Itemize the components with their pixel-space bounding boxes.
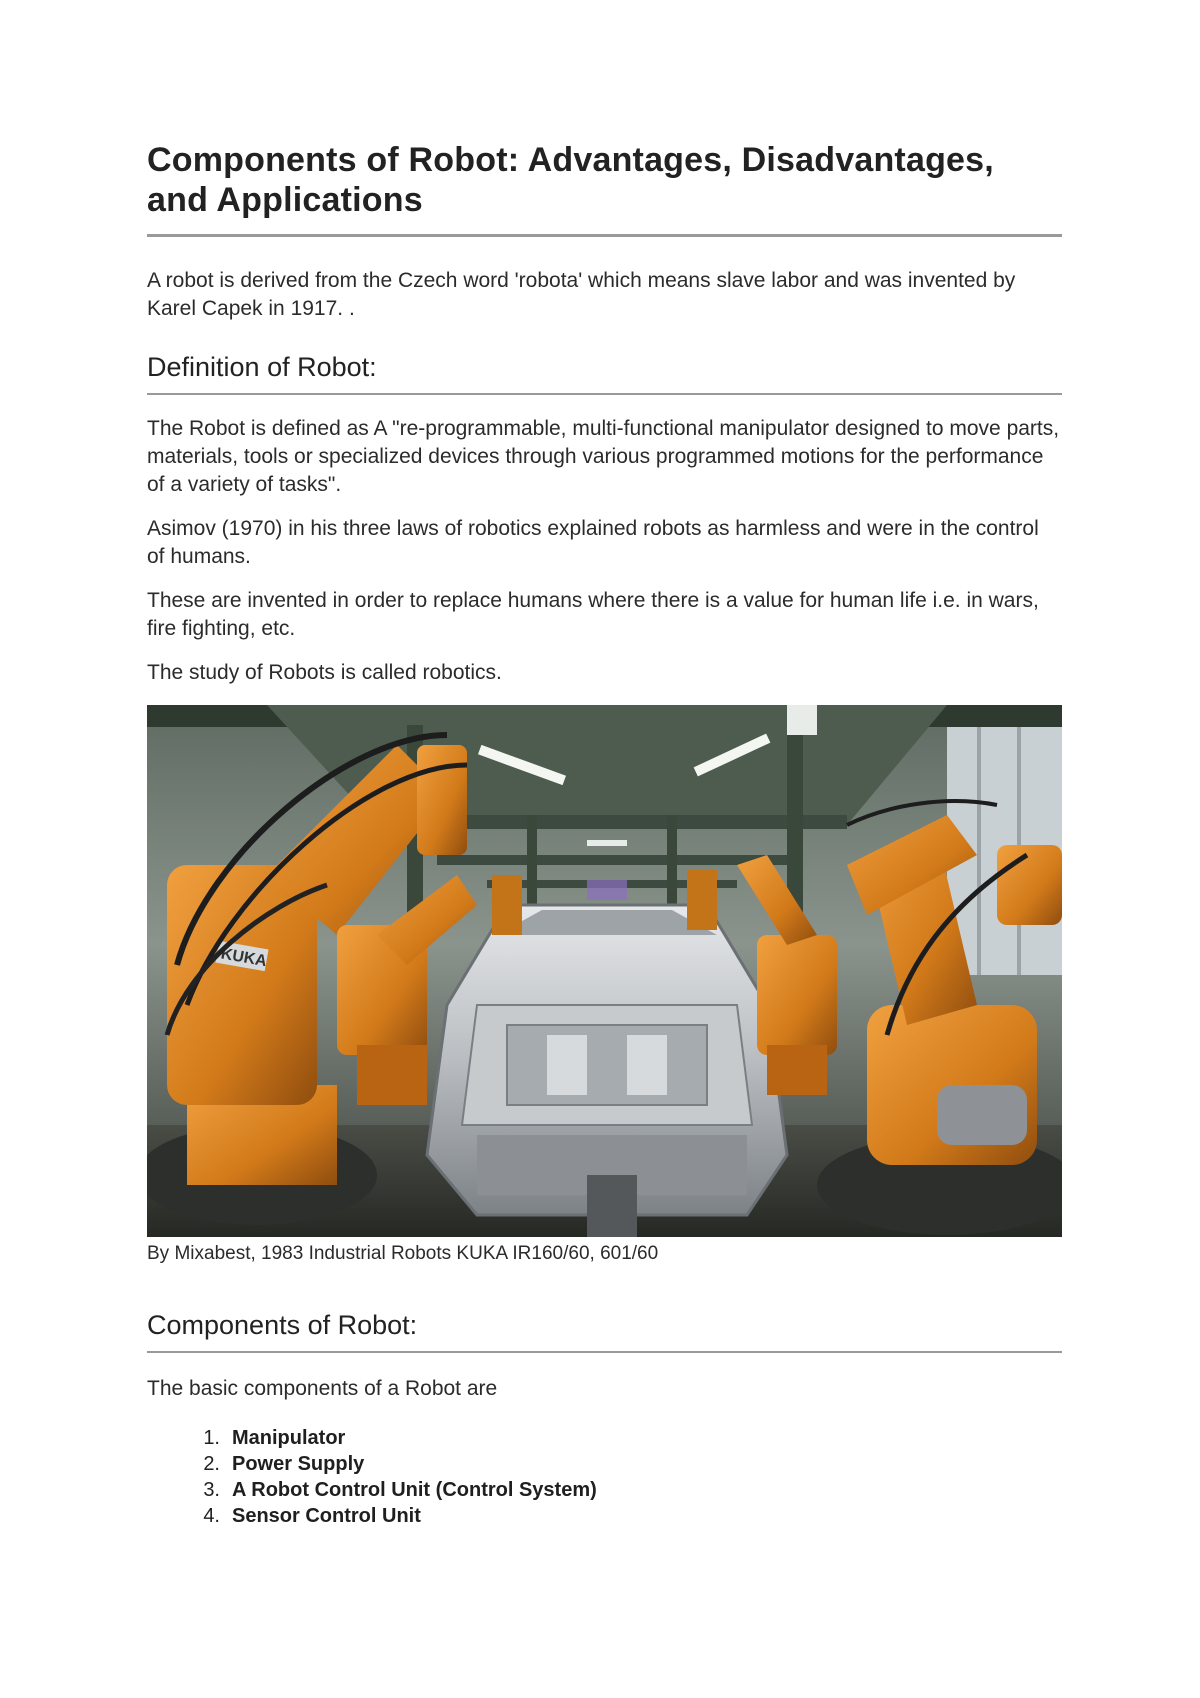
list-item-label: A Robot Control Unit (Control System) xyxy=(232,1479,597,1501)
components-heading: Components of Robot: xyxy=(147,1310,418,1340)
intro-paragraph: A robot is derived from the Czech word 'robota' which means slave labor and was invented by Karel Capek in 1917. . xyxy=(147,269,1016,320)
list-item xyxy=(147,1451,1062,1477)
page-title: Components of Robot: Advantages, Disadvantages, and Applications xyxy=(147,141,994,219)
robotics-paragraph: The study of Robots is called robotics. xyxy=(147,661,502,684)
definition-heading: Definition of Robot: xyxy=(147,352,377,382)
industrial-robots-photo xyxy=(147,705,1062,1237)
components-lead: The basic components of a Robot are xyxy=(147,1377,498,1400)
list-item-label: Sensor Control Unit xyxy=(232,1505,421,1527)
title-divider xyxy=(147,234,1062,237)
robot-brand-text: KUKA xyxy=(219,945,269,971)
list-item-number: 4. xyxy=(203,1505,220,1527)
list-item-label: Power Supply xyxy=(232,1453,365,1475)
list-item xyxy=(147,1503,1062,1529)
list-item-label: Manipulator xyxy=(232,1427,346,1449)
asimov-paragraph: Asimov (1970) in his three laws of robotics explained robots as harmless and were in the control of humans. xyxy=(147,517,1039,568)
photo-caption: By Mixabest, 1983 Industrial Robots KUKA IR160/60, 601/60 xyxy=(147,1243,659,1264)
definition-paragraph: The Robot is defined as A "re-programmable, multi-functional manipulator designed to move parts, materials, tools or specialized devices through various programmed motions for the performance of a variety of tasks". xyxy=(147,417,1060,496)
definition-divider xyxy=(147,393,1062,395)
components-list xyxy=(147,1425,1062,1529)
list-item-number: 1. xyxy=(203,1427,220,1449)
list-item xyxy=(147,1425,1062,1451)
list-item-number: 2. xyxy=(203,1453,220,1475)
list-item xyxy=(147,1477,1062,1503)
components-divider xyxy=(147,1351,1062,1353)
purpose-paragraph: These are invented in order to replace humans where there is a value for human life i.e. in wars, fire fighting, etc. xyxy=(147,589,1039,640)
list-item-number: 3. xyxy=(203,1479,220,1501)
document-page xyxy=(147,140,1062,1529)
